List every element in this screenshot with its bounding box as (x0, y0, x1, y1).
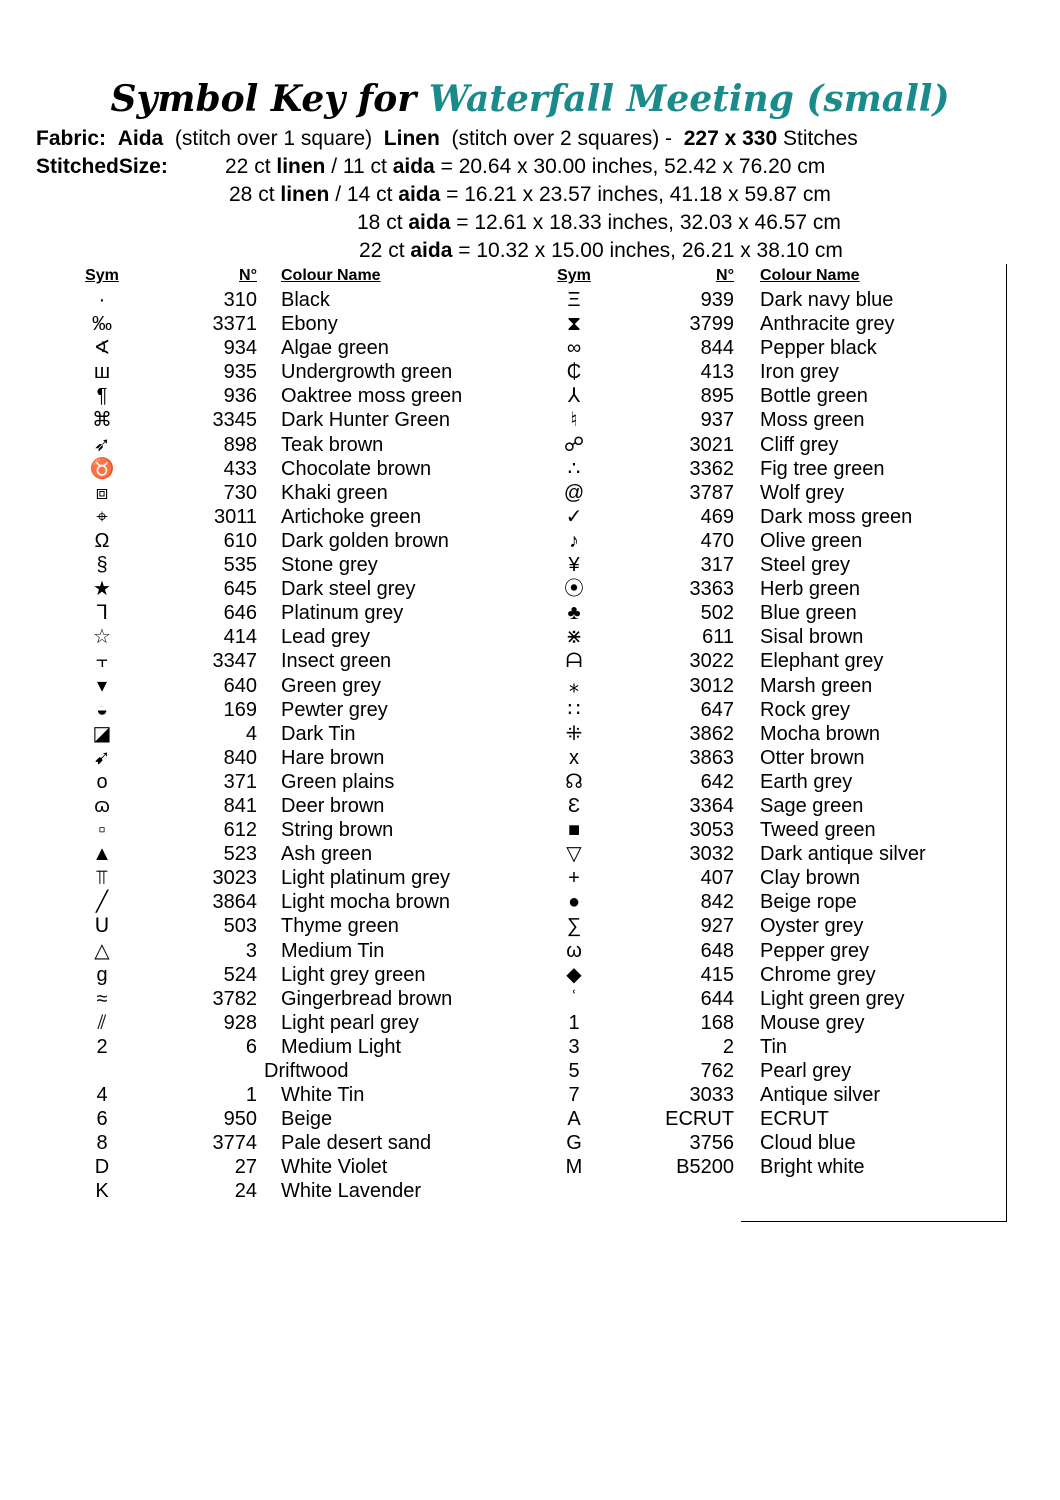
colour-name: Tweed green (760, 819, 876, 842)
colour-name-header: Colour Name (281, 267, 381, 284)
symbol: ω (566, 939, 582, 962)
symbol: ∷ (567, 698, 581, 721)
symbol: ★ (93, 578, 111, 601)
symbol: △ (94, 939, 110, 962)
colour-name: Marsh green (760, 674, 873, 697)
symbol: A (567, 1108, 581, 1131)
symbol: ⌖ (96, 505, 108, 528)
colour-name: Pepper black (760, 337, 877, 360)
size-part-b: linen (276, 155, 326, 178)
dmc-number: 934 (223, 337, 257, 360)
symbol: ♪ (569, 529, 579, 552)
size-part-e: = 20.64 x 30.00 inches, 52.42 x 76.20 cm (440, 155, 826, 178)
dmc-number: 895 (700, 385, 734, 408)
dmc-number: 3021 (689, 433, 734, 456)
dmc-number: 644 (700, 987, 734, 1010)
dmc-number: 3053 (689, 819, 734, 842)
dmc-number: 3862 (689, 722, 734, 745)
colour-name: Dark steel grey (281, 578, 416, 601)
size-part-b: aida (408, 211, 451, 234)
symbol: Ξ (567, 289, 581, 311)
size-part-a: 22 ct (225, 155, 271, 178)
symbol: ♉ (89, 457, 115, 480)
stitches-word: Stitches (783, 127, 858, 150)
colour-name: Ash green (281, 843, 373, 866)
symbol: ☊ (565, 770, 583, 793)
dmc-number: 3033 (689, 1084, 734, 1107)
colour-name: Beige (281, 1108, 333, 1131)
colour-name: Medium Light (281, 1035, 402, 1058)
colour-name: Deer brown (281, 794, 385, 817)
dmc-number: 3774 (212, 1132, 257, 1155)
size-part-b: aida (410, 239, 453, 262)
colour-name: Fig tree green (760, 457, 885, 480)
dmc-number: 2 (722, 1035, 734, 1058)
colour-name: Light green grey (760, 987, 905, 1010)
stitched-size-line (225, 153, 825, 181)
colour-name-continued: Driftwood (264, 1059, 349, 1082)
symbol: ⅄ (567, 385, 581, 408)
symbol: ● (567, 891, 581, 914)
stitched-size-label: StitchedSize: (36, 155, 168, 178)
colour-name: Steel grey (760, 554, 851, 577)
symbol: ◪ (92, 722, 112, 745)
colour-name: Artichoke green (281, 505, 422, 528)
colour-name: Dark antique silver (760, 843, 926, 866)
size-part-c: / 11 ct (331, 155, 387, 178)
colour-name: Tin (760, 1035, 788, 1058)
symbol: Ω (94, 529, 110, 552)
colour-name: Pewter grey (281, 698, 388, 721)
colour-name: Pale desert sand (281, 1132, 432, 1155)
dmc-number: 730 (223, 481, 257, 504)
colour-name: Pearl grey (760, 1060, 852, 1082)
colour-name: Dark moss green (760, 505, 913, 528)
dmc-number: 3371 (212, 313, 257, 336)
symbol: ɷ (94, 794, 110, 817)
symbol: ✓ (565, 505, 583, 528)
symbol: 6 (96, 1108, 108, 1131)
dmc-number: 3782 (212, 987, 257, 1010)
colour-name: Medium Tin (281, 939, 385, 962)
symbol: ♮ (570, 409, 578, 432)
size-part-d: aida (392, 155, 435, 178)
number-header: N° (239, 267, 257, 284)
table-right-border (1006, 264, 1007, 1222)
symbol: ╱ (95, 891, 109, 914)
dmc-number: 168 (700, 1011, 734, 1034)
colour-name: Bottle green (760, 385, 868, 408)
colour-name: Clay brown (760, 867, 861, 890)
colour-name: Stone grey (281, 554, 378, 577)
dmc-number: 4 (245, 722, 257, 745)
symbol: 5 (568, 1060, 580, 1082)
symbol: ∢ (93, 337, 111, 360)
colour-name: Oaktree moss green (281, 385, 463, 408)
symbol: @ (563, 481, 585, 504)
symbol: ᒣ (95, 602, 109, 625)
number-header: N° (716, 267, 734, 284)
stitched-size-line (357, 209, 841, 237)
dmc-number: 3022 (689, 650, 734, 673)
symbol: ₵ (566, 361, 582, 384)
symbol: ⌘ (92, 409, 112, 432)
symbol: ⫪ (96, 867, 108, 890)
symbol: ∴ (567, 457, 581, 480)
dmc-number: 169 (223, 698, 257, 721)
colour-name: Green plains (281, 770, 395, 793)
colour-name: Cliff grey (760, 433, 839, 456)
fabric-linen: Linen (383, 127, 440, 150)
symbol: ▲ (92, 843, 112, 866)
dmc-number: 415 (700, 963, 734, 986)
dmc-number: 842 (700, 891, 734, 914)
colour-name: Blue green (760, 602, 857, 625)
symbol: ⋇ (565, 626, 583, 649)
symbol: ш (93, 361, 111, 384)
symbol: x (569, 746, 579, 769)
colour-name: Green grey (281, 674, 382, 697)
symbol: ⁎ (569, 674, 579, 697)
symbol: g (96, 963, 108, 986)
dmc-number: 470 (700, 529, 734, 552)
colour-name: Wolf grey (760, 481, 845, 504)
dmc-number: 841 (223, 794, 257, 817)
colour-name: Ebony (281, 313, 338, 336)
dmc-number: 762 (700, 1060, 734, 1082)
title-pattern-name: Waterfall Meeting (small) (428, 78, 950, 120)
symbol: § (96, 554, 108, 577)
dmc-number: 3011 (213, 505, 257, 528)
symbol: ∞ (566, 337, 582, 360)
size-part-a: 18 ct (357, 211, 403, 234)
dmc-number: 939 (700, 289, 734, 311)
colour-name: Iron grey (760, 361, 839, 384)
colour-name: Platinum grey (281, 602, 404, 625)
symbol: ⫟ (95, 650, 109, 673)
symbol: D (94, 1156, 110, 1179)
dmc-number: 937 (700, 409, 734, 432)
symbol: ▫ (98, 819, 106, 842)
colour-name: Bright white (760, 1156, 865, 1179)
symbol: ◆ (566, 963, 582, 986)
symbol: ∑ (566, 915, 582, 938)
fabric-aida-note: (stitch over 1 square) (174, 127, 373, 150)
dmc-number: 648 (700, 939, 734, 962)
symbol: ≈ (96, 987, 108, 1010)
size-part-d: aida (398, 183, 441, 206)
symbol: ➶ (93, 433, 111, 456)
dmc-number: 3756 (689, 1132, 734, 1155)
stitched-size-line (229, 181, 831, 209)
fabric-label: Fabric: (36, 127, 107, 150)
colour-name: Sisal brown (760, 626, 864, 649)
dmc-number: 3864 (212, 891, 257, 914)
symbol: ¶ (96, 385, 108, 408)
colour-name: Insect green (281, 650, 392, 673)
symbol: 8 (96, 1132, 108, 1155)
colour-name: Earth grey (760, 770, 853, 793)
dmc-number: 927 (700, 915, 734, 938)
dmc-number: 413 (700, 361, 734, 384)
symbol: 2 (96, 1035, 108, 1058)
fabric-aida: Aida (117, 127, 164, 150)
colour-name: Light platinum grey (281, 867, 450, 890)
symbol: 1 (568, 1011, 580, 1034)
dmc-number: 3023 (212, 867, 257, 890)
dmc-number: 310 (223, 289, 257, 311)
colour-name: Rock grey (760, 698, 851, 721)
dmc-number: 840 (223, 746, 257, 769)
title-prefix: Symbol Key for (110, 78, 417, 120)
stitched-size-line (359, 237, 843, 265)
colour-name-header: Colour Name (760, 267, 860, 284)
symbol: G (566, 1132, 582, 1155)
size-part-e: = 16.21 x 23.57 inches, 41.18 x 59.87 cm (446, 183, 831, 206)
dmc-number: 433 (223, 457, 257, 480)
colour-name: Lead grey (281, 626, 370, 649)
colour-name: Hare brown (281, 746, 385, 769)
dmc-number: 3364 (689, 794, 734, 817)
dmc-number: 1 (245, 1084, 257, 1107)
dmc-number: B5200 (676, 1156, 734, 1179)
colour-name: Black (281, 289, 330, 311)
symbol: ♣ (567, 602, 581, 625)
dmc-number: 3012 (689, 674, 734, 697)
symbol: o (96, 770, 108, 793)
colour-name: Dark Tin (281, 722, 356, 745)
dmc-number: 6 (245, 1035, 257, 1058)
dmc-number: 3363 (689, 578, 734, 601)
symbol: ▽ (566, 843, 582, 866)
colour-name: Light pearl grey (281, 1011, 419, 1034)
dmc-number: 3347 (212, 650, 257, 673)
fabric-linen-note: (stitch over 2 squares) - (451, 127, 673, 150)
colour-name: Thyme green (281, 915, 399, 938)
dmc-number: 524 (223, 963, 257, 986)
symbol: ⁜ (565, 722, 583, 745)
colour-name: Chrome grey (760, 963, 876, 986)
dmc-number: 503 (223, 915, 257, 938)
dmc-number: 24 (234, 1180, 257, 1203)
symbol: ⧈ (95, 481, 109, 504)
dmc-number: 647 (700, 698, 734, 721)
colour-name: Otter brown (760, 746, 865, 769)
dmc-number: 936 (223, 385, 257, 408)
symbol: ➹ (93, 746, 111, 769)
dmc-number: 3032 (689, 843, 734, 866)
colour-name: White Tin (281, 1084, 365, 1107)
symbol: ☆ (93, 626, 111, 649)
dmc-number: 523 (223, 843, 257, 866)
dmc-number: 3 (245, 939, 257, 962)
symbol: ◒ (95, 698, 109, 721)
colour-name: Cloud blue (760, 1132, 856, 1155)
dmc-number: 610 (223, 529, 257, 552)
table-bottom-border (741, 1221, 1007, 1222)
size-part-e: = 12.61 x 18.33 inches, 32.03 x 46.57 cm (456, 211, 841, 234)
dmc-number: 640 (223, 674, 257, 697)
symbol: ⧗ (566, 313, 582, 336)
symbol: · (98, 289, 106, 311)
colour-name: Chocolate brown (281, 457, 432, 480)
dmc-number: 844 (700, 337, 734, 360)
colour-name: Oyster grey (760, 915, 864, 938)
dmc-number: 3345 (212, 409, 257, 432)
colour-name: Gingerbread brown (281, 987, 453, 1010)
colour-name: White Violet (281, 1156, 388, 1179)
size-part-c: / 14 ct (335, 183, 393, 206)
sym-header: Sym (557, 267, 591, 284)
colour-name: Khaki green (281, 481, 388, 504)
dmc-number: 371 (223, 770, 257, 793)
colour-name: ECRUT (760, 1108, 829, 1131)
dmc-number: 317 (700, 554, 734, 577)
colour-name: Antique silver (760, 1084, 881, 1107)
colour-name: Anthracite grey (760, 313, 895, 336)
size-part-a: 28 ct (229, 183, 275, 206)
symbol: M (565, 1156, 583, 1179)
dmc-number: 612 (223, 819, 257, 842)
dmc-number: ECRUT (665, 1108, 734, 1131)
symbol: K (95, 1180, 109, 1203)
size-part-a: 22 ct (359, 239, 405, 262)
symbol: ʿ (570, 987, 578, 1010)
sym-header: Sym (85, 267, 119, 284)
dmc-number: 611 (702, 626, 734, 649)
stitch-count: 227 x 330 (683, 127, 778, 150)
dmc-number: 645 (223, 578, 257, 601)
symbol: ¥ (568, 554, 580, 577)
colour-name: Herb green (760, 578, 861, 601)
dmc-number: 27 (234, 1156, 257, 1179)
colour-name: Dark navy blue (760, 289, 894, 311)
dmc-number: 3787 (689, 481, 734, 504)
colour-name: Mouse grey (760, 1011, 865, 1034)
symbol: ⫽ (97, 1011, 107, 1034)
symbol: ‰ (92, 313, 112, 336)
colour-name: Mocha brown (760, 722, 881, 745)
colour-name: Beige rope (760, 891, 857, 914)
dmc-number: 535 (223, 554, 257, 577)
symbol: Ɛ (567, 794, 581, 817)
dmc-number: 950 (223, 1108, 257, 1131)
symbol: ᗩ (565, 650, 583, 673)
symbol: + (568, 867, 580, 890)
size-part-e: = 10.32 x 15.00 inches, 26.21 x 38.10 cm (458, 239, 843, 262)
dmc-number: 935 (223, 361, 257, 384)
symbol: 4 (96, 1084, 108, 1107)
dmc-number: 646 (223, 602, 257, 625)
symbol: ■ (567, 819, 581, 842)
dmc-number: 3362 (689, 457, 734, 480)
colour-name: White Lavender (281, 1180, 422, 1203)
dmc-number: 469 (700, 505, 734, 528)
colour-name: Elephant grey (760, 650, 884, 673)
dmc-number: 414 (223, 626, 257, 649)
colour-name: Light mocha brown (281, 891, 450, 914)
symbol: ⦿ (564, 578, 584, 601)
colour-name: String brown (281, 819, 394, 842)
symbol: ☍ (563, 433, 585, 456)
colour-name: Undergrowth green (281, 361, 453, 384)
colour-name: Olive green (760, 529, 863, 552)
dmc-number: 928 (223, 1011, 257, 1034)
colour-name: Sage green (760, 794, 864, 817)
colour-name: Dark golden brown (281, 529, 449, 552)
size-part-b: linen (280, 183, 330, 206)
colour-name: Dark Hunter Green (281, 409, 450, 432)
symbol: ▾ (96, 674, 108, 697)
dmc-number: 642 (700, 770, 734, 793)
symbol: ᑌ (94, 915, 110, 938)
fabric-line (36, 125, 858, 153)
colour-name: Moss green (760, 409, 865, 432)
symbol: 7 (568, 1084, 580, 1107)
symbol: 3 (568, 1035, 580, 1058)
page-title (0, 78, 1060, 120)
colour-name: Light grey green (281, 963, 426, 986)
dmc-number: 502 (700, 602, 734, 625)
dmc-number: 898 (223, 433, 257, 456)
colour-name: Teak brown (281, 433, 384, 456)
colour-name: Pepper grey (760, 939, 869, 962)
dmc-number: 3799 (689, 313, 734, 336)
dmc-number: 3863 (689, 746, 734, 769)
colour-name: Algae green (281, 337, 389, 360)
dmc-number: 407 (700, 867, 734, 890)
